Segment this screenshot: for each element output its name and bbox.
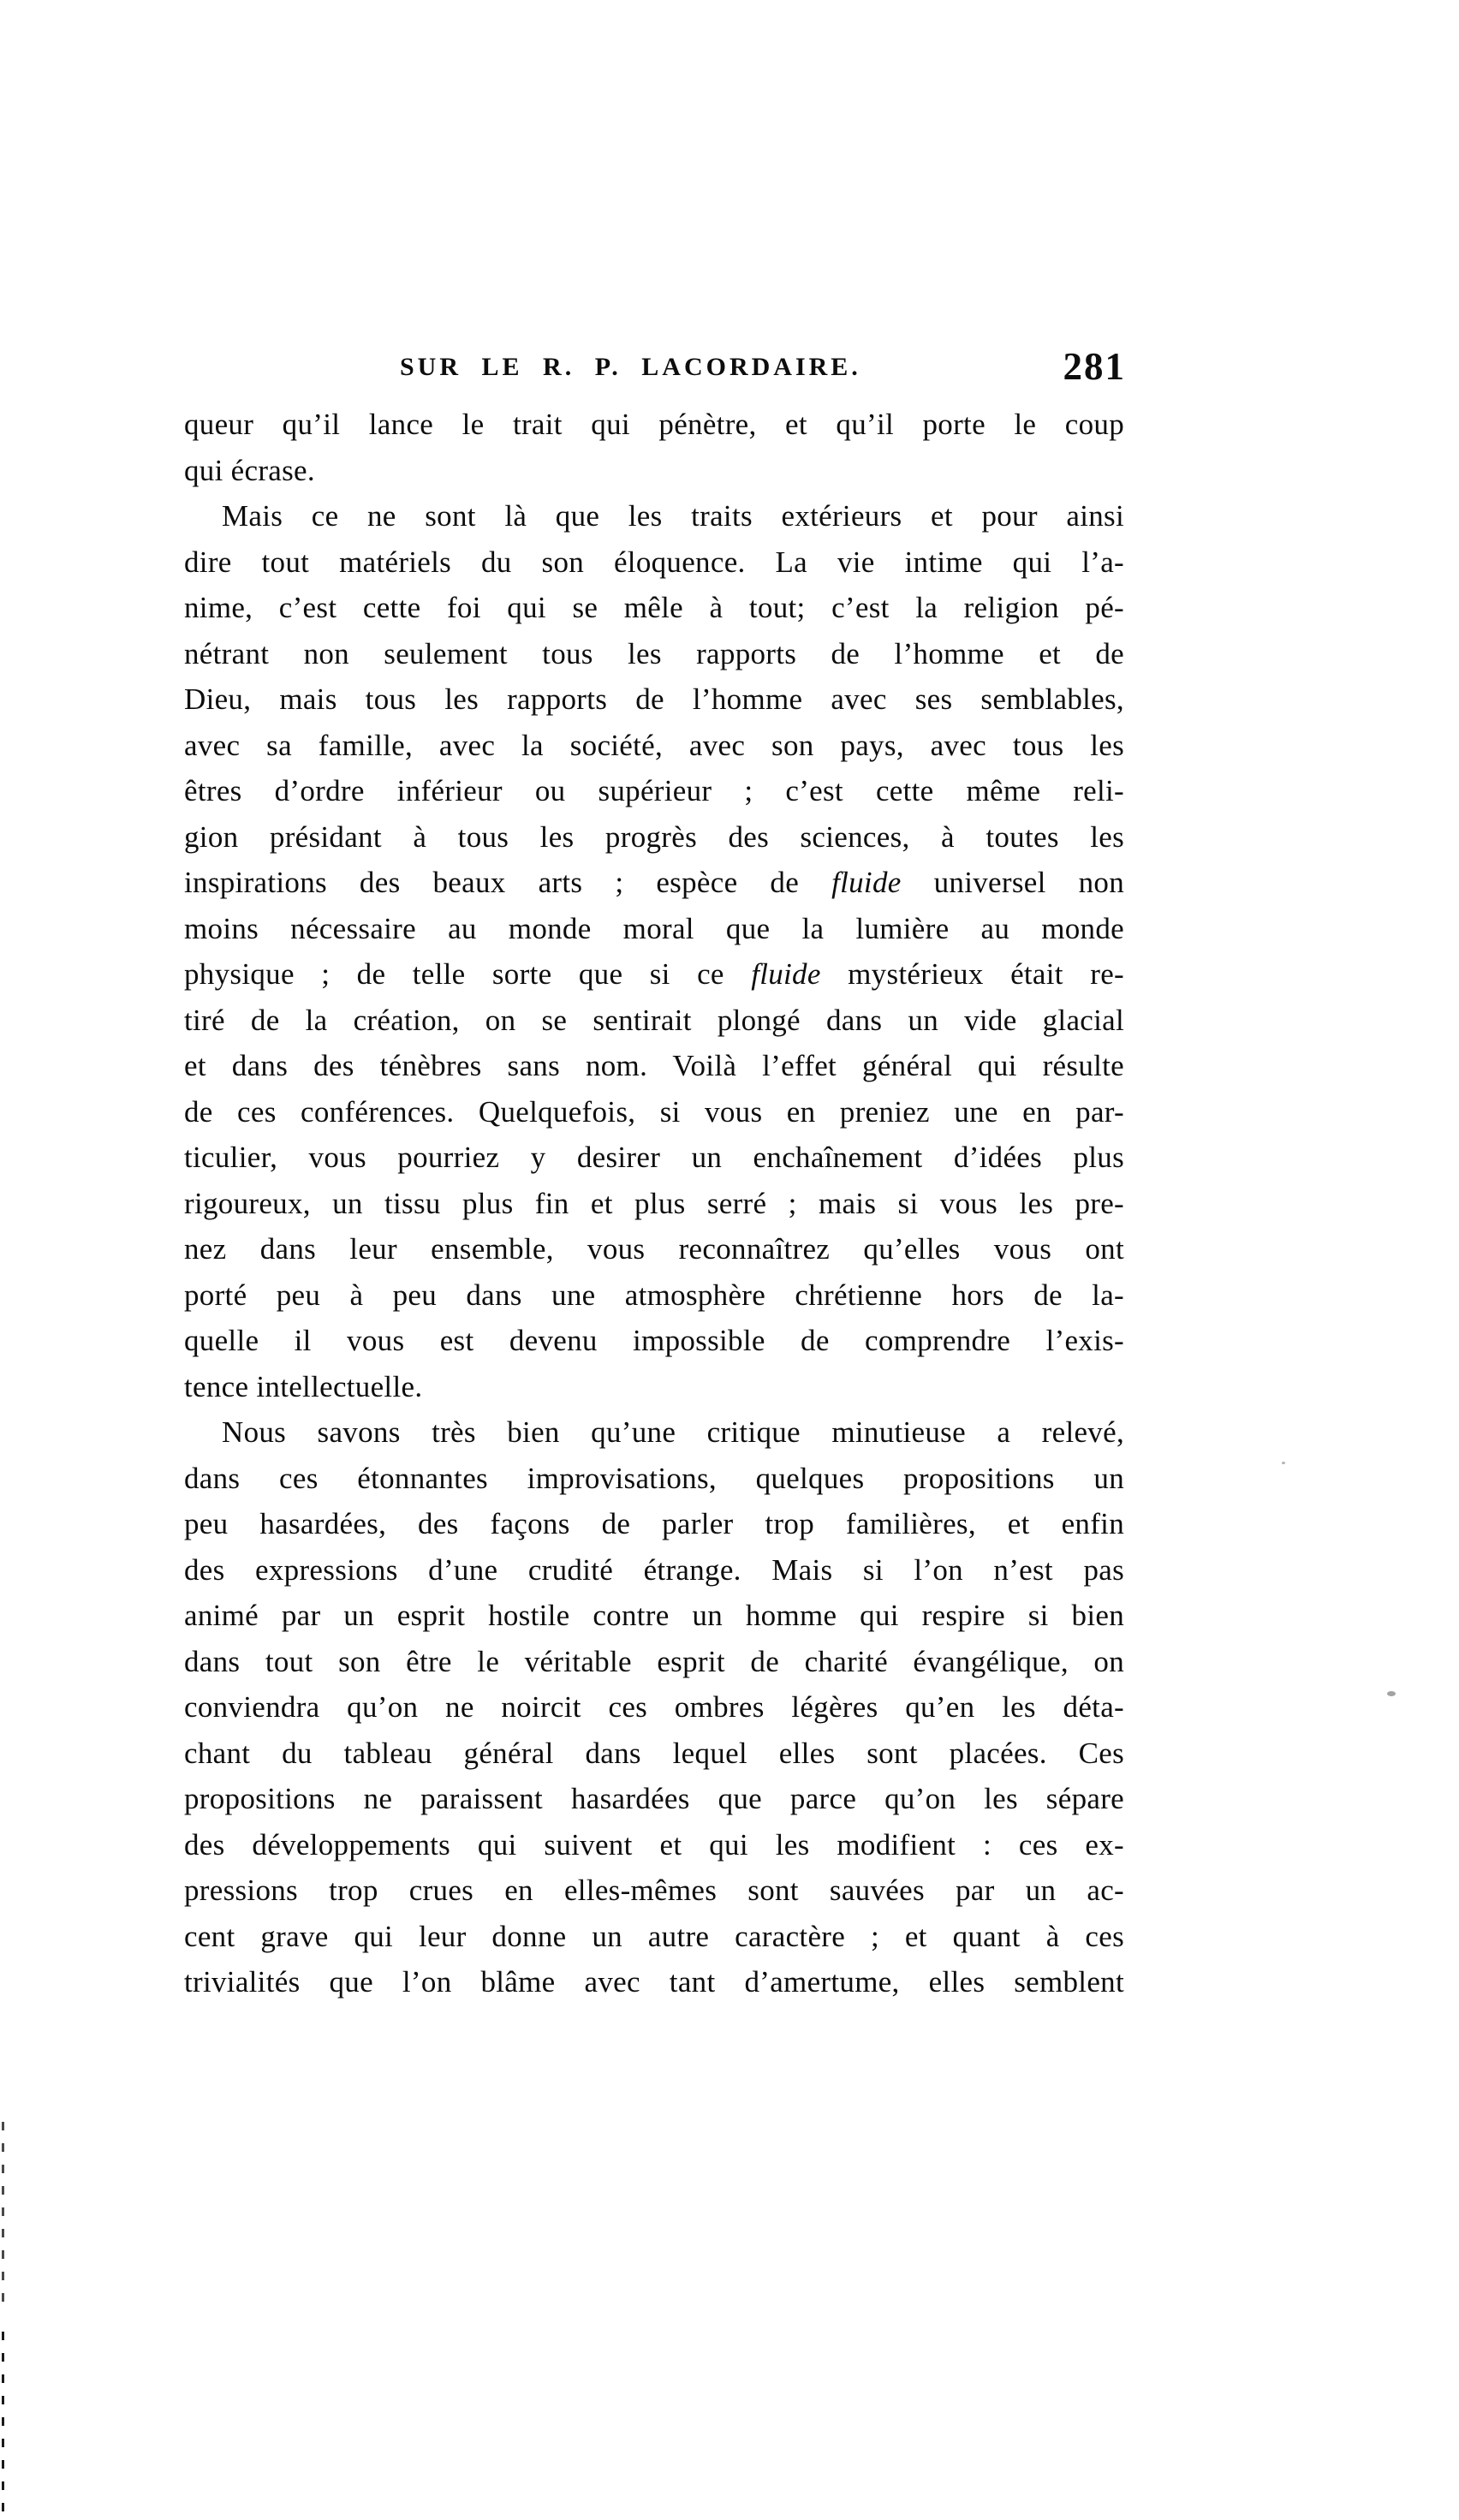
text-line [184, 1822, 1124, 1868]
scan-speck [1387, 1691, 1396, 1696]
text-segment: êtres d’ordre inférieur ou supérieur ; c’est cette même reli- [184, 774, 1124, 807]
text-block [184, 402, 1124, 2005]
text-segment: inspirations des beaux arts ; espèce de [184, 866, 832, 899]
text-segment: ticulier, vous pourriez y desirer un enchaînement d’idées plus [184, 1141, 1124, 1174]
text-line [184, 676, 1124, 723]
text-segment: tiré de la création, on se sentirait plongé dans un vide glacial [184, 1003, 1124, 1037]
text-line [184, 402, 1124, 448]
text-line [184, 1226, 1124, 1272]
text-line [184, 1776, 1124, 1822]
text-line [184, 1501, 1124, 1547]
text-segment: qui écrase. [184, 453, 315, 487]
scan-edge-dashed-line-lower [2, 2332, 4, 2520]
text-line [184, 1959, 1124, 2005]
text-line [184, 1135, 1124, 1181]
italic-word: fluide [751, 957, 821, 991]
text-line [184, 768, 1124, 814]
text-segment: conviendra qu’on ne noircit ces ombres légères qu’en les déta- [184, 1690, 1124, 1724]
text-segment: dans ces étonnantes improvisations, quelques propositions un [184, 1461, 1124, 1495]
text-line [184, 493, 1124, 539]
text-segment: rigoureux, un tissu plus fin et plus serré ; mais si vous les pre- [184, 1186, 1124, 1220]
text-line [184, 906, 1124, 952]
text-segment: mystérieux était re- [820, 957, 1124, 991]
text-line [184, 1364, 1124, 1410]
text-segment: de ces conférences. Quelquefois, si vous en preniez une en par- [184, 1094, 1124, 1129]
text-segment: dans tout son être le véritable esprit de charité évangélique, on [184, 1644, 1124, 1678]
text-line [184, 1456, 1124, 1502]
scan-edge-dashed-line-upper [2, 2122, 4, 2303]
text-segment: moins nécessaire au monde moral que la lumière au monde [184, 911, 1124, 945]
text-segment: et dans des ténèbres sans nom. Voilà l’effet général qui résulte [184, 1049, 1124, 1082]
text-line [184, 723, 1124, 769]
text-segment: chant du tableau général dans lequel elles sont placées. Ces [184, 1736, 1124, 1770]
text-segment: Mais ce ne sont là que les traits extérieurs et pour ainsi [222, 499, 1124, 533]
text-line [184, 1043, 1124, 1089]
text-segment: animé par un esprit hostile contre un homme qui respire si bien [184, 1599, 1124, 1632]
text-line [184, 1731, 1124, 1777]
text-line [184, 585, 1124, 631]
text-line [184, 998, 1124, 1044]
text-line [184, 1318, 1124, 1364]
text-line [184, 1914, 1124, 1960]
text-line [184, 1409, 1124, 1456]
text-line [184, 1593, 1124, 1639]
text-segment: dire tout matériels du son éloquence. La vie intime qui l’a- [184, 545, 1124, 579]
page-number: 281 [1063, 345, 1126, 388]
text-segment: pressions trop crues en elles-mêmes sont sauvées par un ac- [184, 1874, 1124, 1907]
text-segment: des développements qui suivent et qui les modifient : ces ex- [184, 1827, 1124, 1862]
italic-word: fluide [831, 866, 902, 899]
text-segment: porté peu à peu dans une atmosphère chrétienne hors de la- [184, 1278, 1124, 1312]
text-line [184, 814, 1124, 861]
text-line [184, 860, 1124, 906]
text-line [184, 1272, 1124, 1319]
text-segment: Dieu, mais tous les rapports de l’homme avec ses semblables, [184, 682, 1124, 716]
text-line [184, 631, 1124, 677]
running-title: SUR LE R. P. LACORDAIRE. [400, 353, 861, 381]
text-segment: propositions ne paraissent hasardées que parce qu’on les sépare [184, 1782, 1124, 1815]
text-segment: gion présidant à tous les progrès des sciences, à toutes les [184, 819, 1124, 854]
text-segment: des expressions d’une crudité étrange. Mais si l’on n’est pas [184, 1552, 1124, 1587]
text-line [184, 1181, 1124, 1227]
text-line [184, 448, 1124, 494]
text-line [184, 1868, 1124, 1914]
text-segment: trivialités que l’on blâme avec tant d’amertume, elles semblent [184, 1965, 1124, 1999]
text-line [184, 951, 1124, 998]
text-line [184, 1089, 1124, 1135]
text-segment: queur qu’il lance le trait qui pénètre, et qu’il porte le coup [184, 408, 1124, 441]
text-segment: nez dans leur ensemble, vous reconnaîtrez qu’elles vous ont [184, 1232, 1124, 1266]
text-line [184, 539, 1124, 586]
running-header [184, 345, 1126, 390]
text-segment: physique ; de telle sorte que si ce [184, 957, 752, 991]
text-segment: peu hasardées, des façons de parler trop familières, et enfin [184, 1507, 1124, 1540]
text-segment: nime, c’est cette foi qui se mêle à tout; c’est la religion pé- [184, 591, 1124, 624]
text-line [184, 1684, 1124, 1731]
text-segment: quelle il vous est devenu impossible de comprendre l’exis- [184, 1324, 1124, 1357]
text-segment: Nous savons très bien qu’une critique minutieuse a relevé, [222, 1415, 1124, 1449]
text-segment: nétrant non seulement tous les rapports de l’homme et de [184, 636, 1124, 670]
scan-speck [1282, 1462, 1285, 1464]
text-segment: universel non [901, 866, 1125, 899]
text-segment: tence intellectuelle. [184, 1369, 423, 1403]
text-line [184, 1547, 1124, 1594]
text-segment: avec sa famille, avec la société, avec son pays, avec tous les [184, 728, 1124, 762]
text-segment: cent grave qui leur donne un autre caractère ; et quant à ces [184, 1919, 1124, 1953]
text-line [184, 1639, 1124, 1685]
